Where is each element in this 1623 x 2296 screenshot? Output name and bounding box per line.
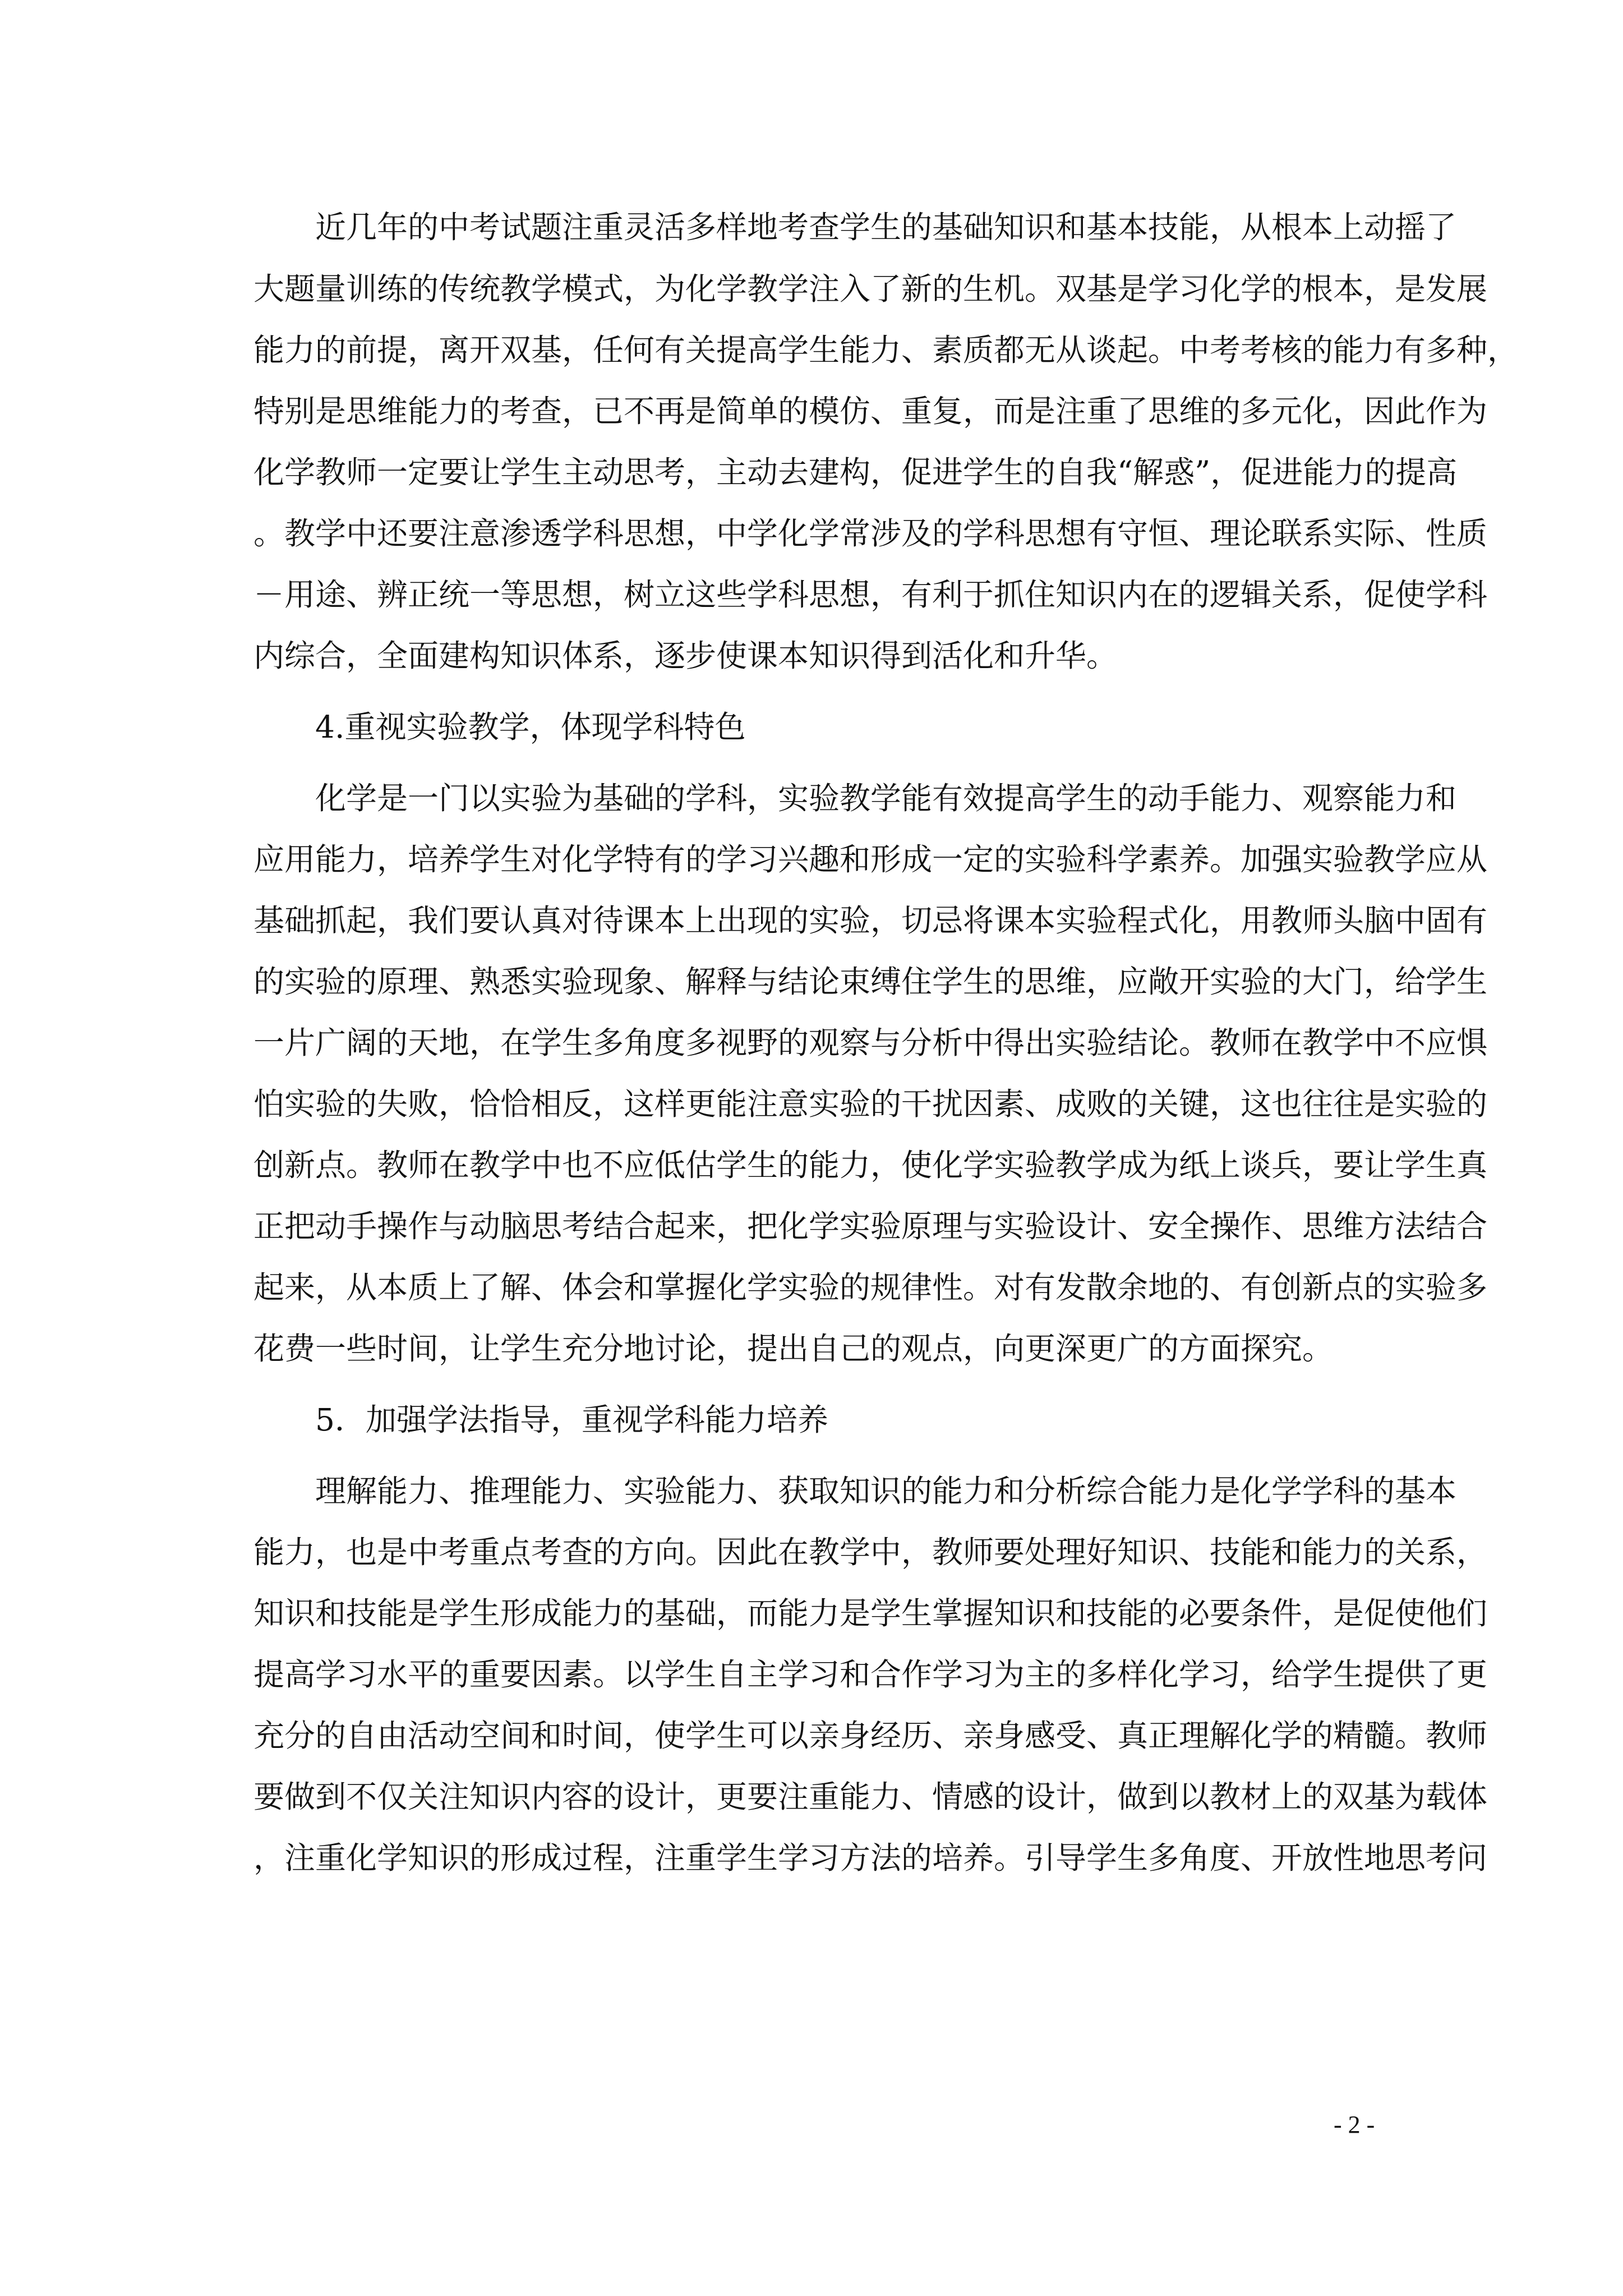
body-text-line: 理解能力、推理能力、实验能力、获取知识的能力和分析综合能力是化学学科的基本 <box>315 1473 1457 1509</box>
body-text-line: 大题量训练的传统教学模式，为化学教学注入了新的生机。双基是学习化学的根本，是发展 <box>253 271 1488 307</box>
section-heading: 5．加强学法指导，重视学科能力培养 <box>315 1402 828 1438</box>
body-text-line: 内综合，全面建构知识体系，逐步使课本知识得到活化和升华。 <box>253 638 1118 674</box>
body-text-line: 。教学中还要注意渗透学科思想，中学化学常涉及的学科思想有守恒、理论联系实际、性质 <box>253 516 1488 551</box>
body-text-line: 起来，从本质上了解、体会和掌握化学实验的规律性。对有发散余地的、有创新点的实验多 <box>253 1269 1488 1305</box>
body-text-line: 近几年的中考试题注重灵活多样地考查学生的基础知识和基本技能，从根本上动摇了 <box>315 209 1457 245</box>
page-number: - 2 - <box>1334 2111 1375 2138</box>
body-text-line: 充分的自由活动空间和时间，使学生可以亲身经历、亲身感受、真正理解化学的精髓。教师 <box>253 1718 1488 1754</box>
body-text-line: 能力的前提，离开双基，任何有关提高学生能力、素质都无从谈起。中考考核的能力有多种， <box>253 332 1519 368</box>
body-text-line: 怕实验的失败，恰恰相反，这样更能注意实验的干扰因素、成败的关键，这也往往是实验的 <box>253 1086 1488 1122</box>
body-text-line: 化学教师一定要让学生主动思考，主动去建构，促进学生的自我“解惑”，促进能力的提高 <box>253 454 1458 490</box>
section-heading: 4.重视实验教学，体现学科特色 <box>315 709 746 745</box>
body-text-line: －用途、辨正统一等思想，树立这些学科思想，有利于抓住知识内在的逻辑关系，促使学科 <box>253 577 1488 613</box>
body-text-line: 创新点。教师在教学中也不应低估学生的能力，使化学实验教学成为纸上谈兵，要让学生真 <box>253 1147 1488 1183</box>
body-text-line: 的实验的原理、熟悉实验现象、解释与结论束缚住学生的思维，应敞开实验的大门，给学生 <box>253 964 1488 1000</box>
body-text-line: 知识和技能是学生形成能力的基础，而能力是学生掌握知识和技能的必要条件，是促使他们 <box>253 1595 1488 1631</box>
body-text-line: ，注重化学知识的形成过程，注重学生学习方法的培养。引导学生多角度、开放性地思考问 <box>253 1840 1488 1876</box>
body-text-line: 要做到不仅关注知识内容的设计，更要注重能力、情感的设计，做到以教材上的双基为载体 <box>253 1779 1488 1815</box>
body-text-line: 化学是一门以实验为基础的学科，实验教学能有效提高学生的动手能力、观察能力和 <box>315 780 1457 816</box>
body-text-line: 基础抓起，我们要认真对待课本上出现的实验，切忌将课本实验程式化，用教师头脑中固有 <box>253 903 1488 938</box>
body-text-line: 应用能力，培养学生对化学特有的学习兴趣和形成一定的实验科学素养。加强实验教学应从 <box>253 841 1488 877</box>
body-text-line: 能力，也是中考重点考查的方向。因此在教学中，教师要处理好知识、技能和能力的关系， <box>253 1534 1488 1570</box>
body-text-line: 正把动手操作与动脑思考结合起来，把化学实验原理与实验设计、安全操作、思维方法结合 <box>253 1208 1488 1244</box>
body-text-line: 花费一些时间，让学生充分地讨论，提出自己的观点，向更深更广的方面探究。 <box>253 1331 1334 1366</box>
body-text-line: 特别是思维能力的考查，已不再是简单的模仿、重复，而是注重了思维的多元化，因此作为 <box>253 393 1488 429</box>
body-text-line: 提高学习水平的重要因素。以学生自主学习和合作学习为主的多样化学习，给学生提供了更 <box>253 1657 1488 1692</box>
body-text-line: 一片广阔的天地，在学生多角度多视野的观察与分析中得出实验结论。教师在教学中不应惧 <box>253 1025 1488 1061</box>
